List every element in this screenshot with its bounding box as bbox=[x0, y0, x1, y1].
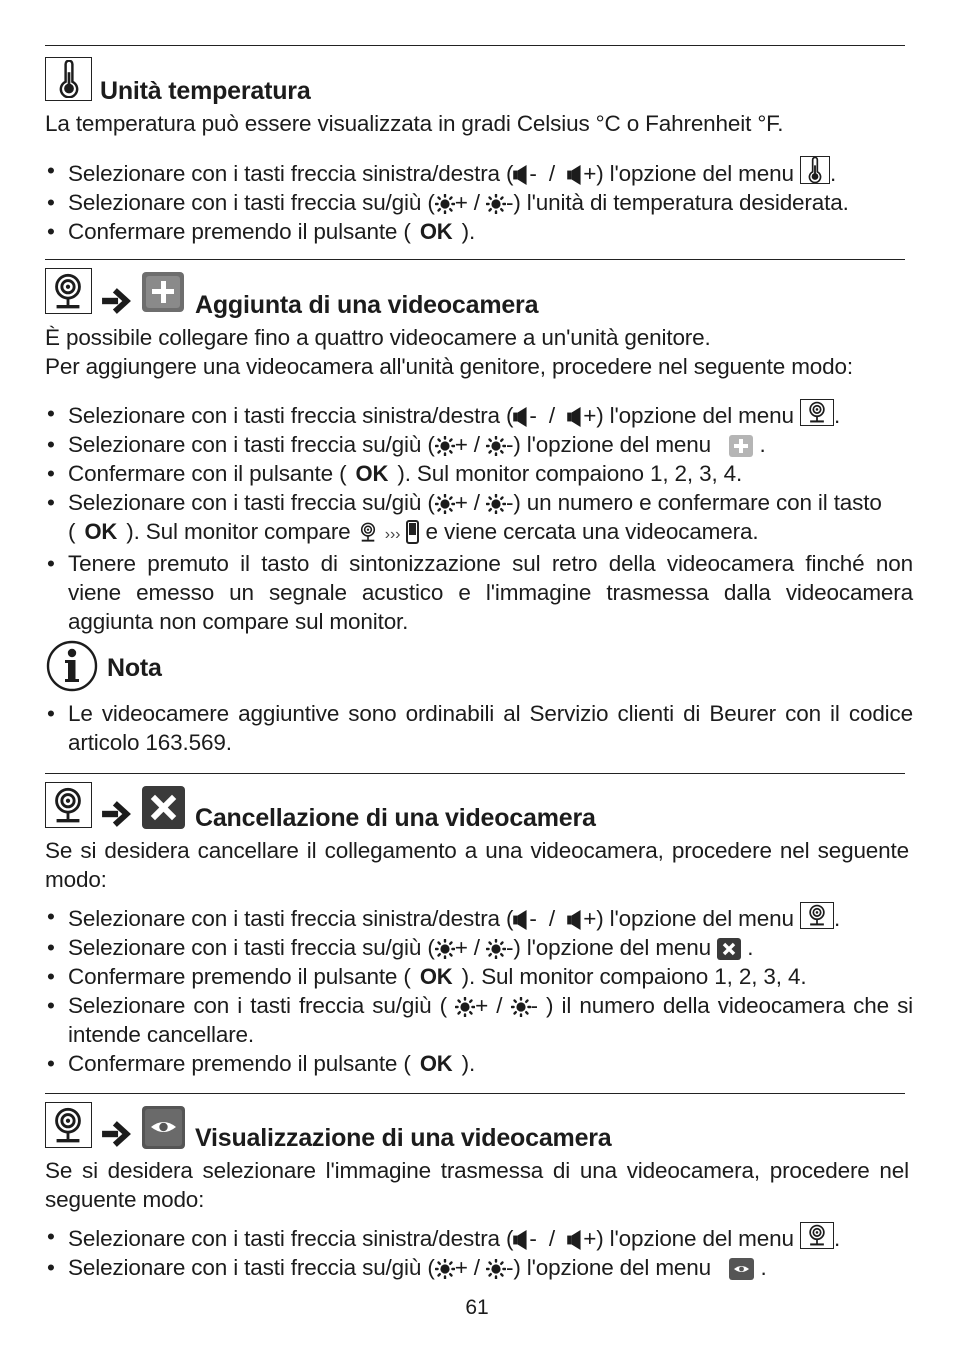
brightness-down-icon bbox=[511, 997, 531, 1017]
brightness-up-icon bbox=[435, 194, 455, 214]
list-item: • Confermare con il pulsante ( OK ). Sul monitor compaiono 1, 2, 3, 4. bbox=[47, 461, 743, 486]
ok-button-label: OK bbox=[419, 219, 453, 244]
brightness-down-icon bbox=[486, 194, 506, 214]
arrow-right-icon bbox=[101, 288, 133, 314]
info-icon bbox=[45, 640, 99, 694]
volume-up-icon bbox=[567, 1230, 583, 1250]
delete-camera-icon bbox=[142, 786, 185, 829]
list-item: • Confermare premendo il pulsante ( OK ). bbox=[47, 219, 476, 244]
thermometer-menu-icon bbox=[800, 156, 830, 184]
section-title-add-camera: Aggiunta di una videocamera bbox=[195, 291, 539, 319]
list-item: • Selezionare con i tasti freccia su/giù ( + / -) un numero e confermare con il tasto ( OK ). Sul monitor compare ››› e viene cercata una videocamera. bbox=[47, 490, 882, 544]
arrow-right-icon bbox=[101, 1121, 133, 1147]
list-item: • Selezionare con i tasti freccia sinistra/destra ( - / +) l'opzione del menu . bbox=[47, 158, 837, 186]
arrow-right-icon bbox=[101, 801, 133, 827]
ok-button-label: OK bbox=[355, 461, 389, 486]
brightness-down-icon bbox=[486, 436, 506, 456]
brightness-up-icon bbox=[435, 1259, 455, 1279]
brightness-up-icon bbox=[435, 939, 455, 959]
list-item: • Selezionare con i tasti freccia su/giù ( + / -) l'opzione del menu . bbox=[47, 935, 754, 960]
volume-down-icon bbox=[513, 910, 529, 930]
list-item: • Selezionare con i tasti freccia su/giù ( + / -) l'opzione del menu . bbox=[47, 432, 766, 457]
delete-intro: Se si desidera cancellare il collegamento a una videocamera, procedere nel seguente modo: bbox=[45, 838, 909, 892]
camera-icon bbox=[357, 521, 379, 543]
volume-up-icon bbox=[567, 165, 583, 185]
camera-menu-icon bbox=[45, 782, 92, 828]
volume-up-icon bbox=[567, 407, 583, 427]
section-divider bbox=[45, 1093, 905, 1094]
brightness-down-icon bbox=[486, 1259, 506, 1279]
list-item: • Selezionare con i tasti freccia su/giù ( + / -) l'opzione del menu . bbox=[47, 1255, 767, 1280]
list-item: • Selezionare con i tasti freccia su/giù ( + / - ) il numero della videocamera che si intende cancellare. bbox=[47, 993, 914, 1047]
add-intro-2: Per aggiungere una videocamera all'unità genitore, procedere nel seguente modo: bbox=[45, 354, 853, 379]
brightness-up-icon bbox=[435, 494, 455, 514]
temperature-intro: La temperatura può essere visualizzata in gradi Celsius °C o Fahrenheit °F. bbox=[45, 111, 784, 136]
section-divider bbox=[45, 45, 905, 46]
view-camera-icon bbox=[142, 1106, 185, 1149]
parent-unit-icon bbox=[406, 520, 419, 544]
list-item: • Tenere premuto il tasto di sintonizzazione sul retro della videocamera finché non viene emesso un segnale acustico e l'immagine trasmessa dalla videocamera aggiunta non compare sul monitor. bbox=[47, 551, 913, 634]
brightness-up-icon bbox=[455, 997, 475, 1017]
camera-menu-icon bbox=[800, 902, 834, 929]
section-title-temperature: Unità temperatura bbox=[100, 77, 311, 105]
camera-menu-icon bbox=[45, 268, 92, 314]
list-item: • Selezionare con i tasti freccia su/giù ( + / -) l'unità di temperatura desiderata. bbox=[47, 190, 849, 215]
ok-button-label: OK bbox=[419, 964, 453, 989]
section-divider bbox=[45, 259, 905, 260]
thermometer-icon bbox=[45, 57, 92, 101]
page-number: 61 bbox=[465, 1296, 489, 1319]
add-camera-icon bbox=[729, 435, 753, 457]
list-item: • Le videocamere aggiuntive sono ordinabili al Servizio clienti di Beurer con il codice articolo 163.569. bbox=[47, 701, 913, 755]
volume-down-icon bbox=[513, 1230, 529, 1250]
list-item: • Selezionare con i tasti freccia sinistra/destra ( - / +) l'opzione del menu . bbox=[47, 1224, 841, 1251]
brightness-down-icon bbox=[486, 939, 506, 959]
list-item: • Confermare premendo il pulsante ( OK ). Sul monitor compaiono 1, 2, 3, 4. bbox=[47, 964, 807, 989]
list-item: • Selezionare con i tasti freccia sinistra/destra ( - / +) l'opzione del menu . bbox=[47, 904, 841, 931]
list-item: • Confermare premendo il pulsante ( OK ). bbox=[47, 1051, 476, 1076]
section-title-view-camera: Visualizzazione di una videocamera bbox=[195, 1124, 612, 1152]
volume-down-icon bbox=[513, 407, 529, 427]
brightness-up-icon bbox=[435, 436, 455, 456]
volume-up-icon bbox=[567, 910, 583, 930]
ok-button-label: OK bbox=[84, 519, 118, 544]
section-divider bbox=[45, 773, 905, 774]
add-camera-icon bbox=[142, 272, 184, 312]
add-intro-1: È possibile collegare fino a quattro videocamere a un'unità genitore. bbox=[45, 325, 711, 350]
volume-down-icon bbox=[513, 165, 529, 185]
list-item: • Selezionare con i tasti freccia sinistra/destra ( - / +) l'opzione del menu . bbox=[47, 401, 841, 428]
camera-menu-icon bbox=[800, 399, 834, 426]
camera-menu-icon bbox=[45, 1102, 92, 1148]
note-title: Nota bbox=[107, 654, 162, 682]
view-camera-icon bbox=[729, 1258, 754, 1280]
signal-chevrons: ››› bbox=[384, 526, 401, 543]
camera-menu-icon bbox=[800, 1222, 834, 1249]
view-intro: Se si desidera selezionare l'immagine trasmessa di una videocamera, procedere nel seguente modo: bbox=[45, 1158, 909, 1212]
delete-camera-icon bbox=[717, 938, 741, 960]
section-title-delete-camera: Cancellazione di una videocamera bbox=[195, 804, 596, 832]
brightness-down-icon bbox=[486, 494, 506, 514]
ok-button-label: OK bbox=[419, 1051, 453, 1076]
